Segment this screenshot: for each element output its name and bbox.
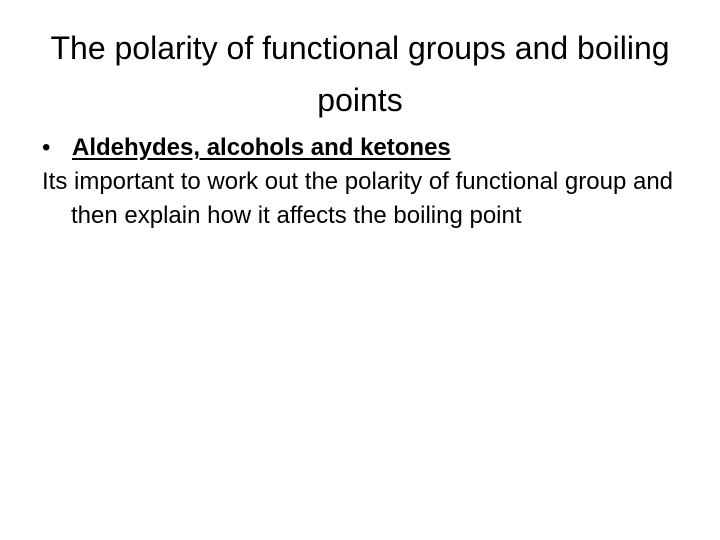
body-paragraph: Its important to work out the polarity of functional group and then explain how it affects the boiling point (42, 168, 674, 229)
bullet-heading: Aldehydes, alcohols and ketones (72, 134, 451, 161)
bullet-item (42, 131, 682, 165)
slide-body (42, 131, 682, 233)
slide-title: The polarity of functional groups and boiling points (50, 30, 670, 118)
bullet-marker: • (42, 134, 51, 161)
